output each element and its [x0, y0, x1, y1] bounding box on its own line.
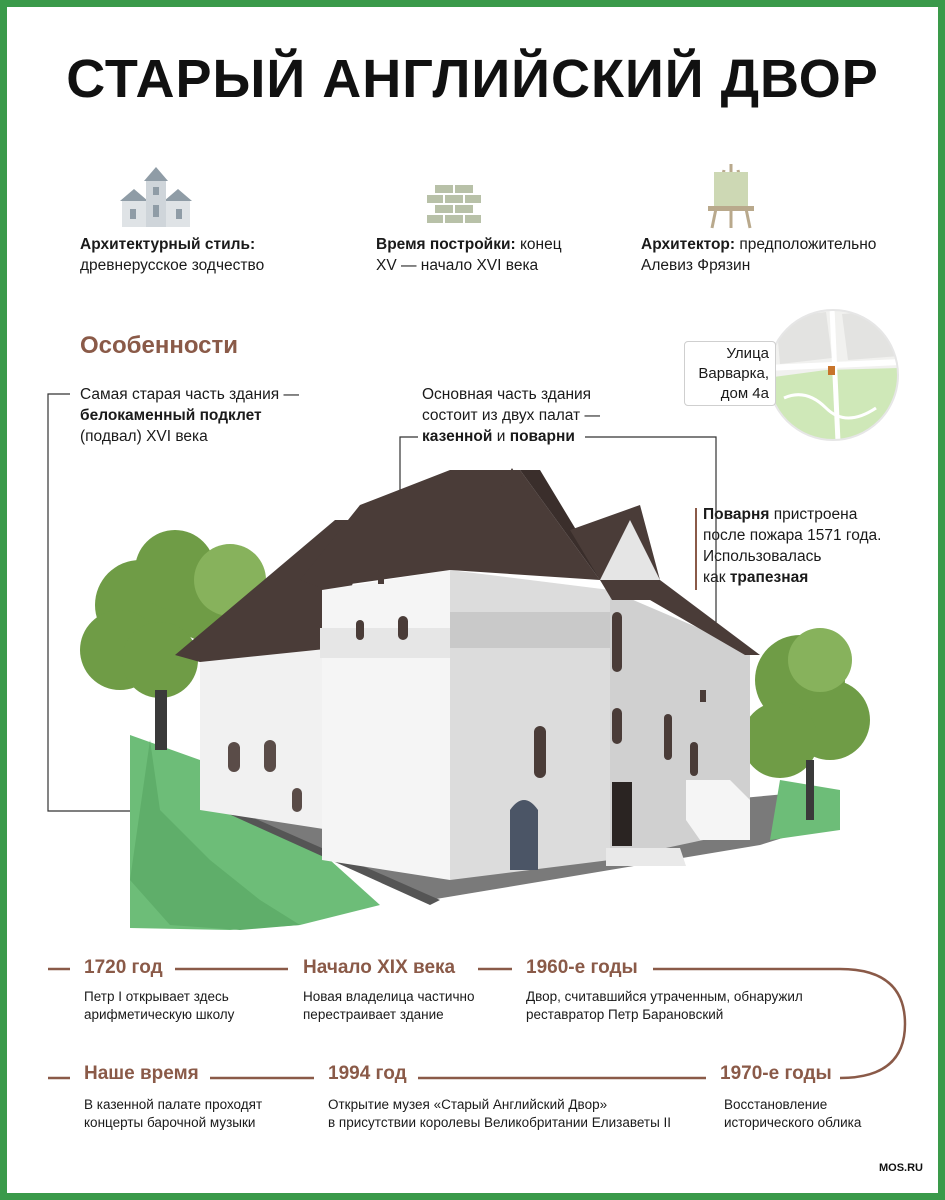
- timeline-1960s-head: 1960-е годы: [526, 957, 638, 978]
- fact-period-text2: XV — начало XVI века: [376, 257, 539, 274]
- fact-architect: [641, 234, 921, 276]
- timeline-now-head: Наше время: [84, 1063, 199, 1084]
- easel-icon: [702, 162, 760, 230]
- timeline-1720-line2: арифметическую школу: [84, 1007, 235, 1022]
- timeline-1994-line2: в присутствии королевы Великобритании Елизаветы II: [328, 1115, 672, 1130]
- note-basement-line3: (подвал) XVI века: [80, 428, 208, 445]
- timeline-1994-line1: Открытие музея «Старый Английский Двор»: [328, 1097, 608, 1112]
- note-kitchen-line2: после пожара 1571 года.: [703, 527, 882, 544]
- timeline-1970s-line2: исторического облика: [724, 1115, 862, 1130]
- timeline-1960s-text: [526, 988, 846, 1024]
- timeline-19c-line1: Новая владелица частично: [303, 989, 475, 1004]
- note-basement-line1: Самая старая часть здания —: [80, 386, 299, 403]
- timeline-1970s-text: [724, 1096, 904, 1132]
- note-basement-bold: белокаменный подклет: [80, 407, 262, 424]
- timeline-1960s-line2: реставратор Петр Барановский: [526, 1007, 724, 1022]
- features-title: Особенности: [80, 332, 239, 359]
- page-title: СТАРЫЙ АНГЛИЙСКИЙ ДВОР: [66, 49, 879, 109]
- note-kitchen-line1: пристроена: [773, 506, 858, 523]
- note-kitchen-bold1: Поварня: [703, 506, 770, 523]
- fact-architect-text1: предположительно: [739, 236, 877, 253]
- fact-period: [376, 234, 616, 276]
- brand-logo: MOS.RU: [879, 1162, 923, 1174]
- timeline-1970s-line1: Восстановление: [724, 1097, 828, 1112]
- note-kitchen-line4: как: [703, 569, 726, 586]
- note-main-bold1: казенной: [422, 428, 493, 445]
- map-address-line2: Варварка,: [698, 365, 769, 382]
- bricks-icon: [426, 183, 482, 229]
- timeline-1720-head: 1720 год: [84, 957, 163, 978]
- church-icon: [118, 165, 194, 229]
- timeline-1970s-head: 1970-е годы: [720, 1063, 832, 1084]
- timeline-1994-head: 1994 год: [328, 1063, 407, 1084]
- fact-style: [80, 234, 330, 276]
- note-kitchen-bold2: трапезная: [729, 569, 809, 586]
- note-main-mid: и: [496, 428, 506, 445]
- timeline-1960s-line1: Двор, считавшийся утраченным, обнаружил: [526, 989, 803, 1004]
- timeline-19c-head: Начало XIX века: [303, 957, 456, 978]
- timeline-now-text: [84, 1096, 304, 1132]
- building-illustration: [0, 380, 945, 940]
- map-address-line1: Улица: [726, 345, 769, 362]
- timeline-1720-line1: Петр I открывает здесь: [84, 989, 229, 1004]
- note-main-bold2: поварни: [509, 428, 575, 445]
- fact-architect-text2: Алевиз Фрязин: [641, 257, 751, 274]
- fact-style-text: древнерусское зодчество: [80, 257, 265, 274]
- note-kitchen-line3: Использовалась: [703, 548, 822, 565]
- timeline-1994-text: [328, 1096, 708, 1132]
- fact-style-label: Архитектурный стиль:: [80, 236, 256, 253]
- timeline-19c-text: [303, 988, 513, 1024]
- note-main-line1: Основная часть здания: [422, 386, 592, 403]
- timeline-now-line2: концерты барочной музыки: [84, 1115, 256, 1130]
- timeline-1720-text: [84, 988, 284, 1024]
- note-main-line2: состоит из двух палат —: [422, 407, 600, 424]
- timeline-now-line1: В казенной палате проходят: [84, 1097, 263, 1112]
- fact-period-text1: конец: [519, 236, 562, 253]
- fact-period-label: Время постройки:: [376, 236, 516, 253]
- timeline-19c-line2: перестраивает здание: [303, 1007, 444, 1022]
- fact-architect-label: Архитектор:: [641, 236, 736, 253]
- map-address-line3: дом 4а: [720, 385, 769, 402]
